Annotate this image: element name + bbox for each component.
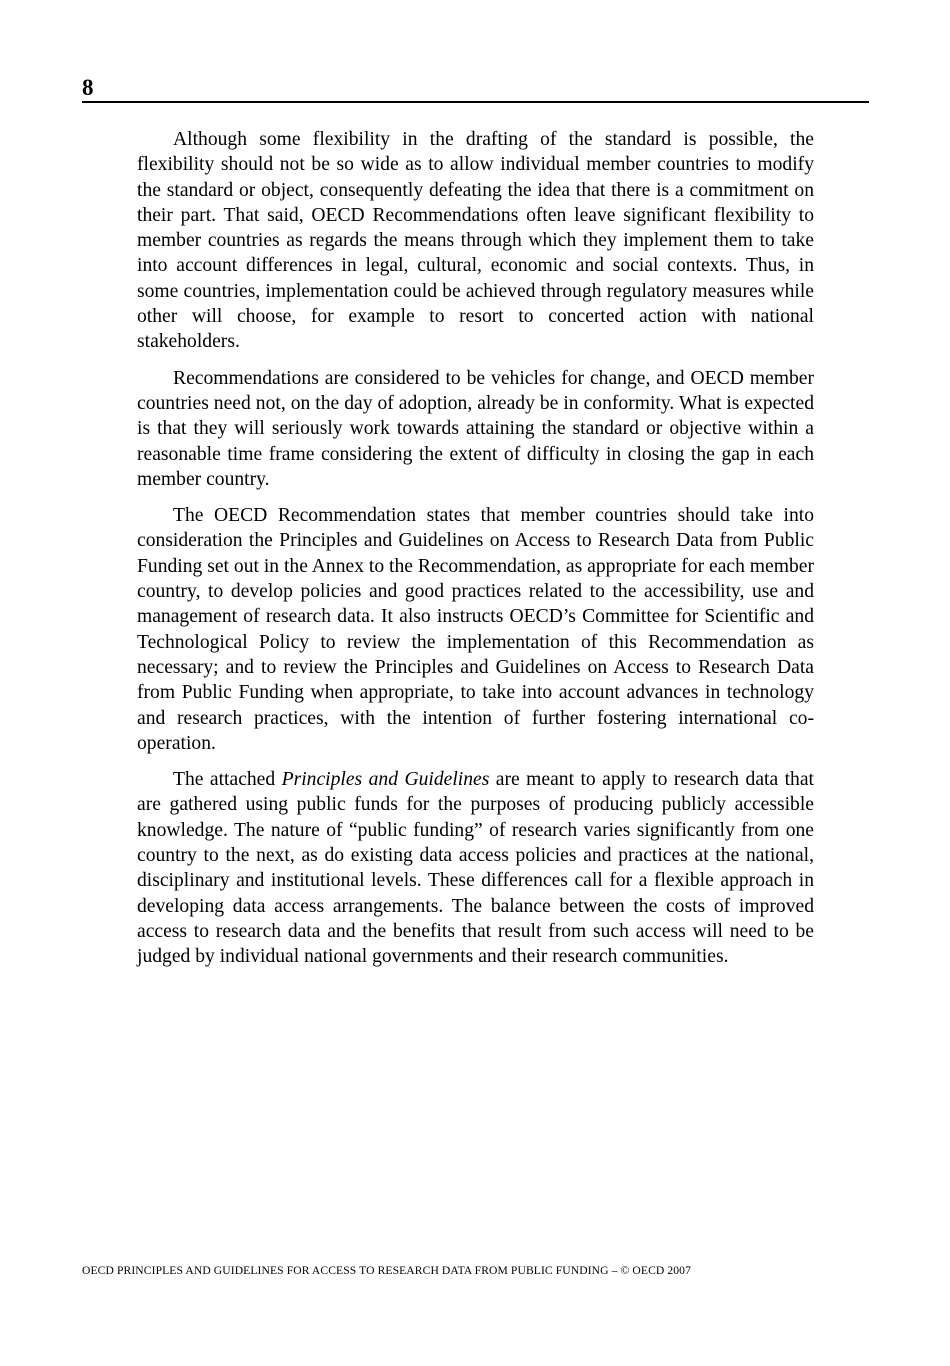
paragraph-4-rest: are meant to apply to research data that are gathered using public funds for the purposes of producing publicly accessible knowledge. The nature of “public funding” of research varies significantly from one country to the next, as do existing data access policies and practices at the national, disciplinary and institutional levels. These differences call for a flexible approach in developing data access arrangements. The balance between the costs of improved access to research data and the benefits that result from such access will need to be judged by individual national governments and their research communities. (137, 769, 814, 968)
page-number: 8 (82, 75, 94, 100)
header-rule (82, 101, 869, 103)
paragraph-4-start: The attached (173, 769, 282, 791)
body-text (137, 127, 814, 981)
footer: OECD PRINCIPLES AND GUIDELINES FOR ACCESS TO RESEARCH DATA FROM PUBLIC FUNDING – © OECD 2007 (82, 1264, 691, 1277)
paragraph-3: The OECD Recommendation states that member countries should take into consideration the Principles and Guidelines on Access to Research Data from Public Funding set out in the Annex to the Recommendation, as appropriate for each member country, to develop policies and good practices related to the accessibility, use and management of research data. It also instructs OECD’s Committee for Scientific and Technological Policy to review the implementation of this Recommendation as necessary; and to review the Principles and Guidelines on Access to Research Data from Public Funding when appropriate, to take into account advances in technology and research practices, with the intention of further fostering international co-operation. (137, 505, 814, 754)
paragraph-4 (137, 767, 814, 969)
principles-guidelines-italic: Principles and Guidelines (281, 769, 490, 791)
paragraph-2: Recommendations are considered to be vehicles for change, and OECD member countries need not, on the day of adoption, already be in conformity. What is expected is that they will seriously work towards attaining the standard or objective within a reasonable time frame considering the extent of difficulty in closing the gap in each member country. (137, 367, 814, 490)
paragraph-1: Although some flexibility in the drafting of the standard is possible, the flexibility should not be so wide as to allow individual member countries to modify the standard or object, consequently defeating the idea that there is a commitment on their part. That said, OECD Recommendations often leave significant flexibility to member countries as regards the means through which they implement them to take into account differences in legal, cultural, economic and social contexts. Thus, in some countries, implementation could be achieved through regulatory measures while other will choose, for example to resort to concerted action with national stakeholders. (137, 129, 814, 353)
